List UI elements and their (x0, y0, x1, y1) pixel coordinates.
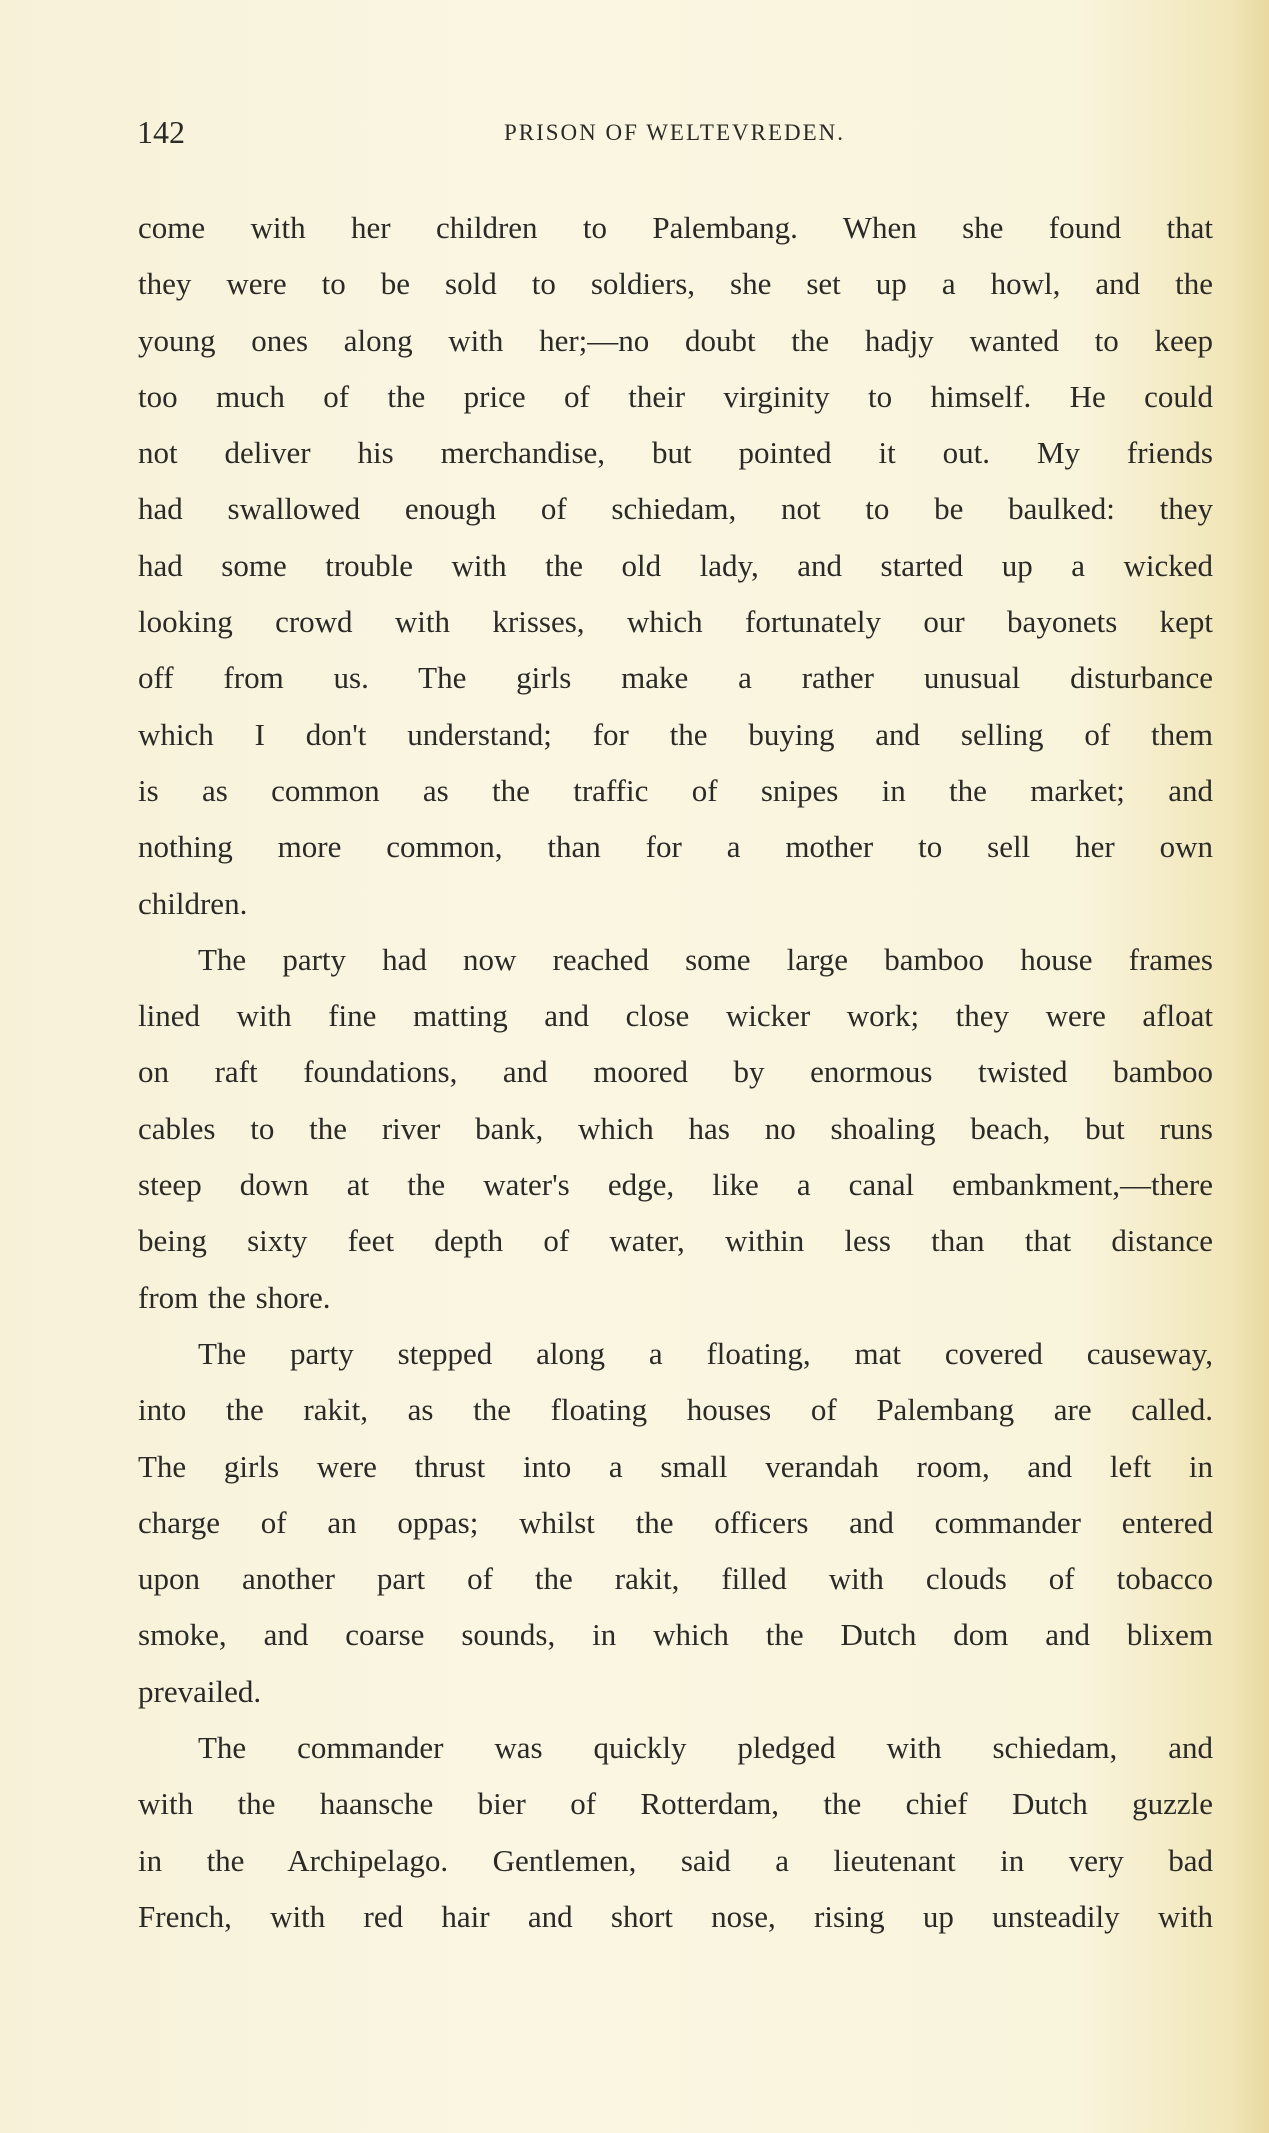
body-text (138, 200, 1213, 1945)
text-line: The party stepped along a floating, mat covered causeway, (198, 1335, 1213, 1371)
text-line: The girls were thrust into a small verandah room, and left in (138, 1448, 1213, 1484)
text-line: had swallowed enough of schiedam, not to be baulked: they (138, 491, 1213, 527)
paragraph (138, 1326, 1213, 1720)
text-line: had some trouble with the old lady, and started up a wicked (138, 547, 1213, 583)
text-line: looking crowd with krisses, which fortunately our bayonets kept (138, 604, 1213, 640)
text-line: from the shore. (138, 1279, 331, 1315)
text-line: which I don't understand; for the buying and selling of them (138, 716, 1213, 752)
text-line: come with her children to Palembang. When she found that (138, 210, 1213, 245)
running-title: PRISON OF WELTEVREDEN. (503, 120, 846, 145)
text-line: in the Archipelago. Gentlemen, said a lieutenant in very bad (138, 1842, 1213, 1878)
text-line: steep down at the water's edge, like a canal embankment,—there (138, 1167, 1213, 1203)
text-line: upon another part of the rakit, filled with clouds of tobacco (138, 1561, 1213, 1597)
text-line: charge of an oppas; whilst the officers and commander entered (138, 1504, 1213, 1540)
text-line: cables to the river bank, which has no shoaling beach, but runs (138, 1110, 1213, 1146)
text-line: lined with fine matting and close wicker work; they were afloat (138, 998, 1213, 1034)
text-line: off from us. The girls make a rather unusual disturbance (138, 660, 1213, 696)
text-line: young ones along with her;—no doubt the hadjy wanted to keep (138, 322, 1213, 358)
text-line: The party had now reached some large bamboo house frames (198, 941, 1213, 977)
paragraph (138, 200, 1213, 932)
page-number: 142 (137, 114, 185, 150)
text-line: they were to be sold to soldiers, she set up a howl, and the (138, 266, 1213, 302)
paragraph (138, 932, 1213, 1326)
text-line: on raft foundations, and moored by enormous twisted bamboo (138, 1054, 1213, 1090)
text-line: children. (138, 885, 248, 921)
text-line: not deliver his merchandise, but pointed it out. My friends (138, 435, 1213, 471)
text-line: smoke, and coarse sounds, in which the Dutch dom and blixem (138, 1617, 1213, 1653)
text-line: with the haansche bier of Rotterdam, the chief Dutch guzzle (138, 1786, 1213, 1822)
text-line: prevailed. (138, 1673, 262, 1709)
paragraph (138, 1720, 1213, 1945)
text-line: being sixty feet depth of water, within less than that distance (138, 1223, 1213, 1259)
text-line: French, with red hair and short nose, rising up unsteadily with (138, 1898, 1213, 1934)
text-line: too much of the price of their virginity to himself. He could (138, 378, 1213, 414)
text-line: into the rakit, as the floating houses of Palembang are called. (138, 1392, 1213, 1428)
text-line: is as common as the traffic of snipes in the market; and (138, 772, 1213, 808)
text-line: The commander was quickly pledged with schiedam, and (198, 1730, 1213, 1766)
text-line: nothing more common, than for a mother to sell her own (138, 829, 1213, 865)
